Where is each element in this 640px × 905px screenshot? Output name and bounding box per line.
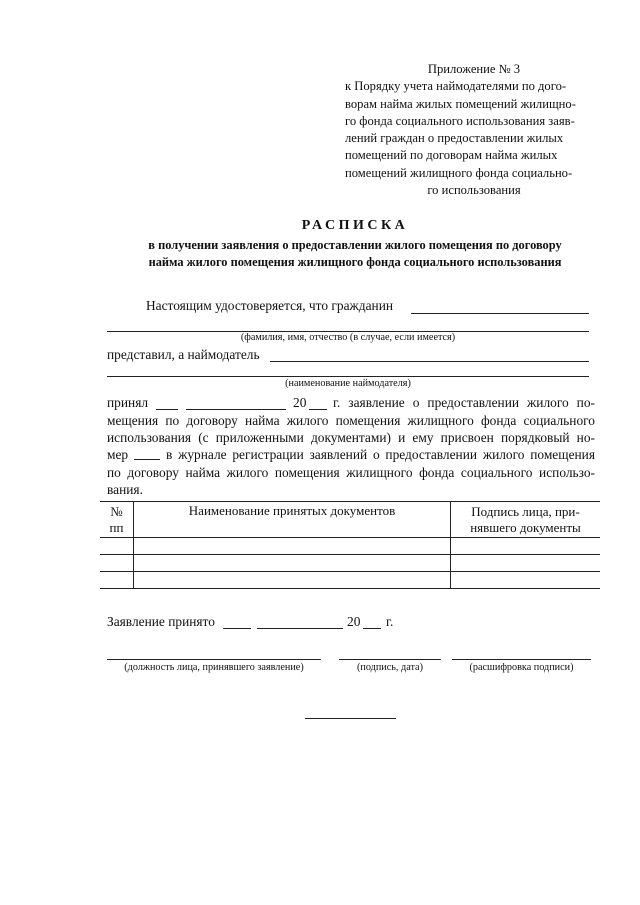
table-cell[interactable] (100, 572, 134, 589)
landlord-field[interactable] (270, 361, 589, 362)
footer-day-field[interactable] (223, 628, 251, 629)
number-rest: в журнале регистрации заявлений о предоставлении жилого помещения (166, 447, 595, 463)
body-line: мещения по договору найма жилого помещения жилищного фонда социального (107, 413, 595, 428)
accepted-month-field[interactable] (186, 409, 286, 410)
position-signature-field[interactable] (107, 659, 321, 660)
table-row (100, 538, 600, 555)
col-number-header: № пп (100, 502, 134, 538)
table-row (100, 555, 600, 572)
sig-date-hint: (подпись, дата) (357, 662, 423, 673)
accepted-word: принял (107, 395, 149, 410)
col-name-header: Наименование принятых документов (134, 502, 451, 538)
table-cell[interactable] (100, 555, 134, 572)
appendix-line: к Порядку учета наймодателями по дого- (345, 79, 567, 94)
number-prefix: мер (107, 447, 129, 463)
footer-year-prefix: 20 (347, 614, 361, 629)
body-line: использования (с приложенными документами) и ему присвоен порядковый но- (107, 430, 595, 446)
documents-table (100, 501, 600, 589)
name-hint: (фамилия, имя, отчество (в случае, если имеется) (240, 332, 456, 343)
signature-decode-field[interactable] (452, 659, 591, 660)
footer-year-suffix: г. (386, 614, 394, 629)
table-row (100, 572, 600, 589)
statement-body (107, 412, 595, 498)
position-hint: (должность лица, принявшего заявление) (124, 662, 304, 673)
appendix-line: лений граждан о предоставлении жилых (345, 131, 564, 146)
citizen-name-field[interactable] (411, 313, 589, 314)
accepted-label: Заявление принято (107, 614, 215, 629)
submitted-text: представил, а наймодатель (107, 347, 260, 362)
col-signature-header: Подпись лица, при- нявшего документы (451, 502, 601, 538)
appendix-line: ворам найма жилых помещений жилищно- (345, 96, 576, 111)
table-cell[interactable] (451, 572, 601, 589)
appendix-line: помещений по договорам найма жилых (345, 148, 558, 163)
document-subtitle (100, 237, 610, 271)
end-separator (305, 718, 396, 719)
signature-date-field[interactable] (339, 659, 441, 660)
subtitle-line: в получении заявления о предоставлении жилого помещения по договору (148, 238, 562, 252)
table-cell[interactable] (134, 538, 451, 555)
sig-decode-hint: (расшифровка подписи) (469, 662, 574, 673)
appendix-line: го фонда социального использования заяв- (345, 113, 575, 128)
accepted-rest: г. заявление о предоставлении жилого по- (333, 395, 595, 410)
footer-year-field[interactable] (363, 628, 381, 629)
registration-number-field[interactable] (134, 459, 160, 460)
landlord-field-2[interactable] (107, 376, 589, 377)
table-cell[interactable] (134, 572, 451, 589)
accepted-day-field[interactable] (156, 409, 178, 410)
landlord-hint: (наименование наймодателя) (285, 378, 411, 389)
table-header-row (100, 502, 600, 538)
table-cell[interactable] (134, 555, 451, 572)
subtitle-line: найма жилого помещения жилищного фонда социального использования (148, 255, 562, 269)
table-cell[interactable] (451, 555, 601, 572)
appendix-line: помещений жилищного фонда социально- (345, 165, 573, 180)
body-line: по договору найма жилого помещения жилищного фонда социального использо- (107, 464, 595, 480)
accepted-year-field[interactable] (309, 409, 327, 410)
table-cell[interactable] (100, 538, 134, 555)
accepted-year-prefix: 20 (293, 395, 307, 410)
appendix-caption: Приложение № 3 (427, 62, 521, 76)
appendix-line: го использования (427, 183, 521, 198)
appendix-block (345, 61, 603, 199)
footer-month-field[interactable] (257, 628, 343, 629)
table-cell[interactable] (451, 538, 601, 555)
document-title: РАСПИСКА (301, 218, 409, 233)
body-line: вания. (107, 481, 143, 497)
number-line (107, 446, 595, 463)
certify-text: Настоящим удостоверяется, что гражданин (146, 298, 394, 313)
